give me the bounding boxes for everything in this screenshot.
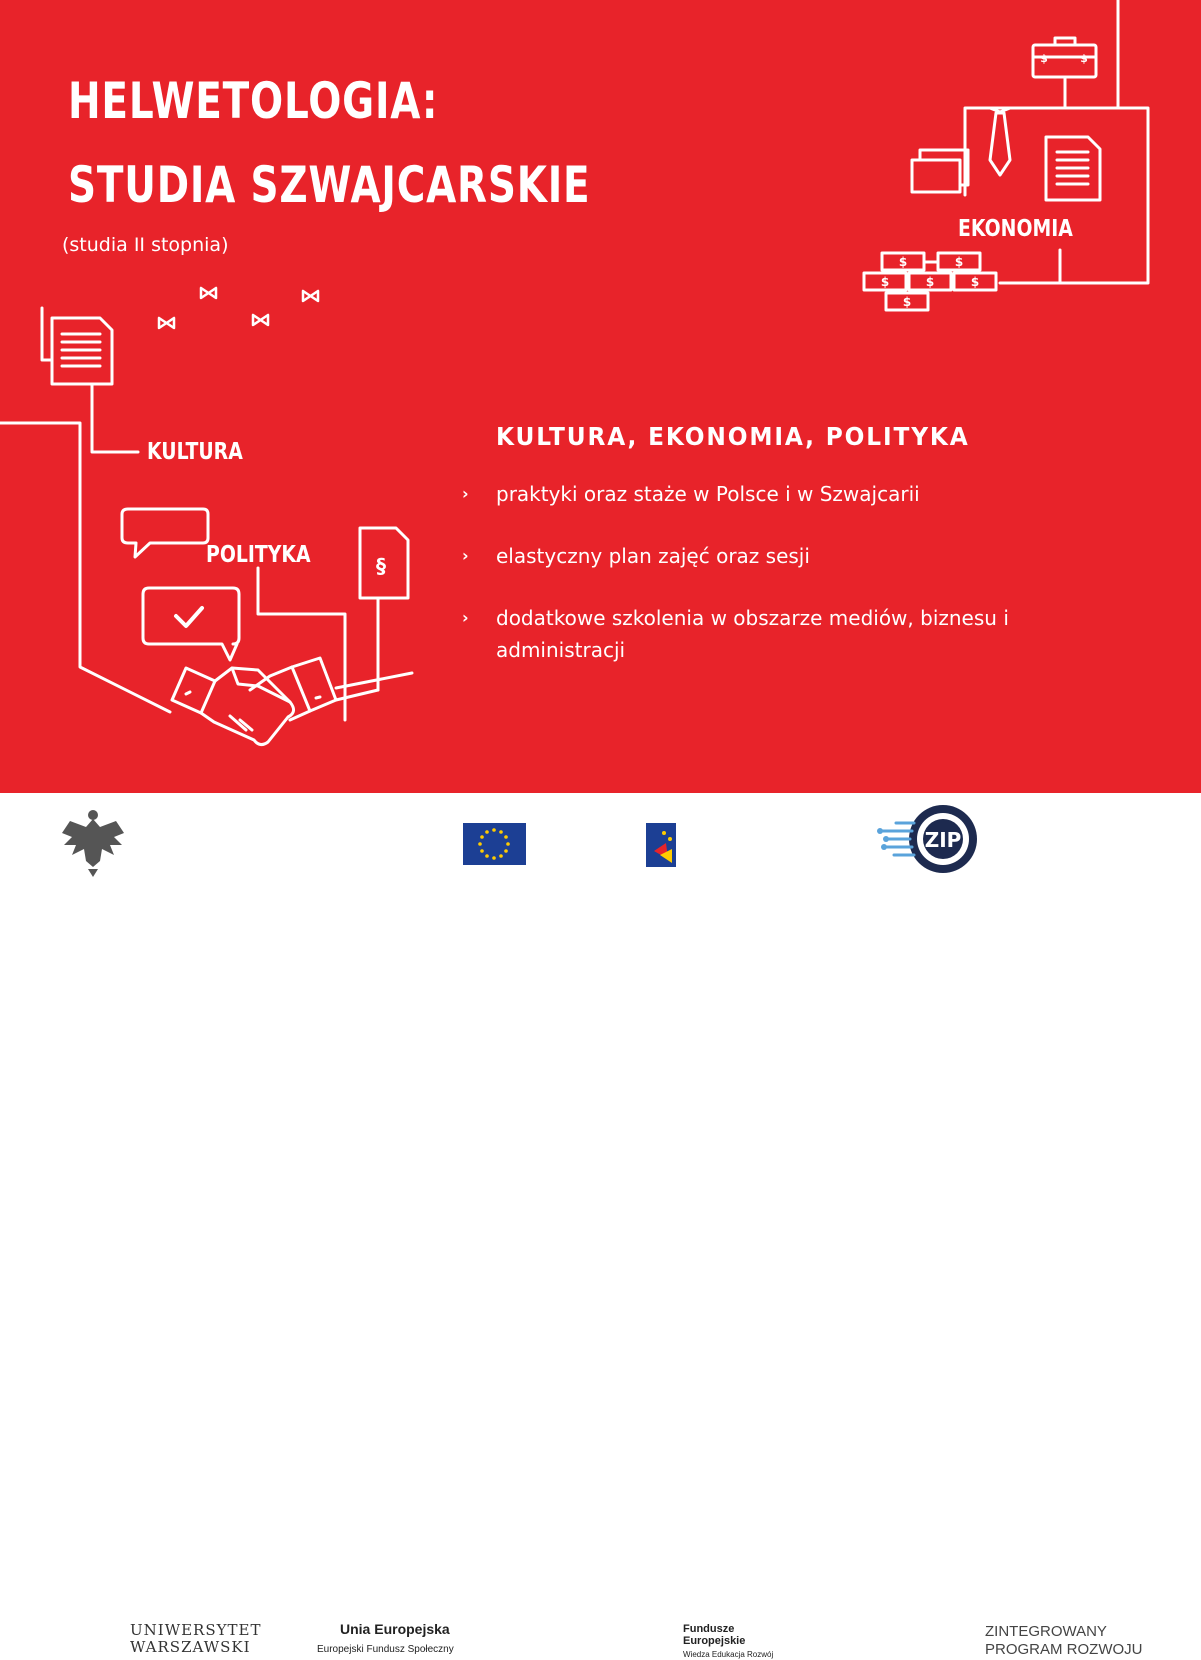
dollar-icon: $ xyxy=(902,295,912,309)
ue-subtitle: Europejski Fundusz Społeczny xyxy=(317,1644,454,1655)
dollar-icon: $ xyxy=(1040,52,1048,65)
ekonomia-network-line xyxy=(1060,108,1148,283)
svg-text:ZIP: ZIP xyxy=(924,828,962,852)
footer-graphics xyxy=(0,793,1201,901)
kultura-network-line xyxy=(92,384,138,452)
fe-subtitle: Wiedza Edukacja Rozwój xyxy=(683,1650,774,1659)
bullet-item xyxy=(462,478,1062,510)
document-icon xyxy=(42,308,112,384)
bullet-list xyxy=(462,478,1062,696)
bullet-text: elastyczny plan zajęć oraz sesji xyxy=(496,544,810,568)
fe-line-1: Fundusze xyxy=(683,1623,735,1635)
speech-bubble-icon xyxy=(122,509,208,557)
dollar-icon: $ xyxy=(954,255,964,269)
dollar-icon: $ xyxy=(970,275,980,289)
dollar-icon: $ xyxy=(1080,52,1088,65)
zip-logo-text xyxy=(985,1623,1143,1659)
fe-line-2: Europejskie xyxy=(683,1635,746,1648)
check-bubble-icon xyxy=(143,588,239,660)
poster xyxy=(0,0,1201,793)
ekonomia-label: EKONOMIA xyxy=(958,216,1073,242)
uw-line-1: UNIWERSYTET xyxy=(130,1621,262,1639)
footer-logos xyxy=(0,793,1201,1659)
handshake-icon xyxy=(172,658,412,745)
dollar-icon: $ xyxy=(925,275,935,289)
title-line-1: HELWETOLOGIA: xyxy=(68,72,439,130)
zip-line-1: ZINTEGROWANY xyxy=(985,1623,1107,1640)
eagle-emblem-icon xyxy=(62,810,124,877)
document-icon xyxy=(1046,137,1100,200)
kultura-network-line xyxy=(0,423,170,712)
bowtie-icon xyxy=(159,288,318,328)
polityka-label: POLITYKA xyxy=(206,542,311,568)
folder-icon xyxy=(912,150,968,192)
zip-line-2: PROGRAM ROZWOJU xyxy=(985,1641,1143,1658)
ue-title: Unia Europejska xyxy=(340,1621,450,1637)
fundusze-europejskie-logo xyxy=(646,823,676,867)
ekonomia-network-line xyxy=(965,0,1118,195)
chevron-right-icon: › xyxy=(462,608,469,627)
kultura-label: KULTURA xyxy=(147,439,243,465)
fe-title xyxy=(683,1623,745,1647)
eu-flag-icon xyxy=(463,823,526,865)
bullet-item xyxy=(462,602,1062,666)
main-heading: KULTURA, EKONOMIA, POLITYKA xyxy=(496,422,970,451)
uw-logo-text xyxy=(130,1622,262,1655)
bullet-item xyxy=(462,540,1062,572)
zip-logo xyxy=(877,805,977,873)
tie-icon xyxy=(990,108,1010,175)
polityka-network-line xyxy=(258,568,345,720)
dollar-icon: $ xyxy=(898,255,908,269)
bullet-text: praktyki oraz staże w Polsce i w Szwajcarii xyxy=(496,482,920,506)
subtitle: (studia II stopnia) xyxy=(62,234,229,256)
title-line-2: STUDIA SZWAJCARSKIE xyxy=(68,156,591,214)
dollar-icon: $ xyxy=(880,275,890,289)
chevron-right-icon: › xyxy=(462,546,469,565)
bullet-text: dodatkowe szkolenia w obszarze mediów, biznesu i administracji xyxy=(496,606,1009,662)
paragraph-icon: § xyxy=(376,554,386,578)
chevron-right-icon: › xyxy=(462,484,469,503)
uw-line-2: WARSZAWSKI xyxy=(130,1637,251,1656)
